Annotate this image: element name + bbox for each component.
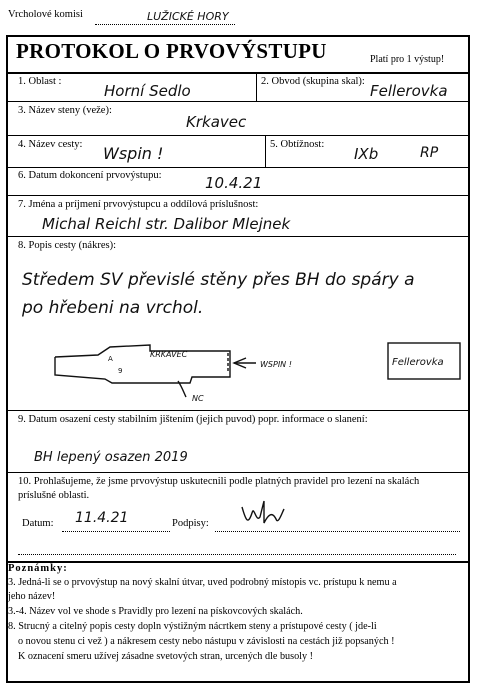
podpisy-label: Podpisy: [172, 518, 209, 529]
bottom-dotted-line [18, 554, 456, 555]
fellerovka-label: Fellerovka [392, 357, 444, 368]
note-3: 3. Jedná-li se o prvovýstup na nový skalní útvar, uved podrobný místopis vc. prístupu k nemu a [8, 577, 397, 588]
rule [6, 72, 470, 74]
oblast-label: 1. Oblast : [18, 76, 62, 87]
cesta-value: Wspin ! [103, 144, 164, 163]
decl-datum-value: 11.4.21 [75, 510, 129, 526]
mark-9: 9 [118, 367, 123, 375]
divider [265, 135, 266, 167]
rule [6, 472, 470, 473]
stena-value: Krkavec [186, 113, 247, 131]
rule [6, 236, 470, 237]
form-title: PROTOKOL O PRVOVÝSTUPU [16, 39, 327, 63]
rule [6, 135, 470, 136]
note-3-4: 3.-4. Název vol ve shode s Pravidly pro lezení na pískovcových skalách. [8, 606, 303, 617]
obvod-label: 2. Obvod (skupina skal): [261, 76, 365, 87]
note-8b: o novou stenu ci vež ) a nákresem cesty nebo nástupu v závislosti na cestách již popsaných ! [18, 636, 395, 647]
popis-line-2: po hřebeni na vrchol. [22, 298, 204, 318]
committee-dotted-line [95, 24, 235, 25]
tower-outline [55, 345, 230, 383]
declaration-text-2: príslušné oblasti. [18, 490, 90, 501]
notes-heading: Poznámky: [8, 563, 68, 574]
note-8c: K oznacení smeru užívej zásadne svetových stran, urcených dle busoly ! [18, 651, 314, 662]
committee-label: Vrcholové komisi [8, 9, 83, 20]
signature [238, 497, 288, 531]
jmena-value: Michal Reichl str. Dalibor Mlejnek [42, 215, 291, 233]
rule [6, 167, 470, 168]
stena-label: 3. Název steny (veže): [18, 105, 112, 116]
osazeni-label: 9. Datum osazení cesty stabilním jištením (jejich puvod) popr. informace o slanení: [18, 414, 368, 425]
podpisy-dotted-line [215, 531, 460, 532]
rule [6, 101, 470, 102]
obtiznost-value: IXb [354, 145, 379, 163]
declaration-text-1: 10. Prohlašujeme, že jsme prvovýstup uskutecnili podle platných pravidel pro lezení na skalách [18, 476, 420, 487]
osazeni-value: BH lepený osazen 2019 [34, 450, 188, 465]
cesta-label: 4. Název cesty: [18, 139, 83, 150]
popis-line-1: Středem SV převislé stěny přes BH do spáry a [22, 270, 415, 290]
tower-name: KRKAVEC [150, 350, 188, 359]
obvod-value: Fellerovka [370, 82, 448, 100]
committee-value: LUŽICKÉ HORY [147, 10, 229, 23]
note-8: 8. Strucný a citelný popis cesty dopln výstižným nácrtkem steny a prístupové cesty ( jde-li [8, 621, 377, 632]
nc-label: NC [192, 394, 204, 403]
note-3b: jeho název! [8, 591, 56, 602]
datum-dotted-line [62, 531, 170, 532]
rule [6, 410, 470, 411]
decl-datum-label: Datum: [22, 518, 54, 529]
datum-label: 6. Datum dokoncení prvovýstupu: [18, 170, 162, 181]
rule [6, 561, 470, 563]
route-sketch [50, 335, 470, 407]
route-name: WSPIN ! [260, 360, 292, 369]
obtiznost-label: 5. Obtížnost: [270, 139, 325, 150]
rule [6, 195, 470, 196]
obtiznost-extra: RP [420, 145, 439, 161]
mark-a: A [108, 355, 113, 363]
divider [256, 72, 257, 102]
valid-note: Platí pro 1 výstup! [370, 54, 445, 65]
popis-label: 8. Popis cesty (nákres): [18, 240, 116, 251]
jmena-label: 7. Jména a príjmení prvovýstupcu a oddílová príslušnost: [18, 199, 259, 210]
oblast-value: Horní Sedlo [104, 82, 191, 100]
datum-value: 10.4.21 [205, 174, 263, 192]
